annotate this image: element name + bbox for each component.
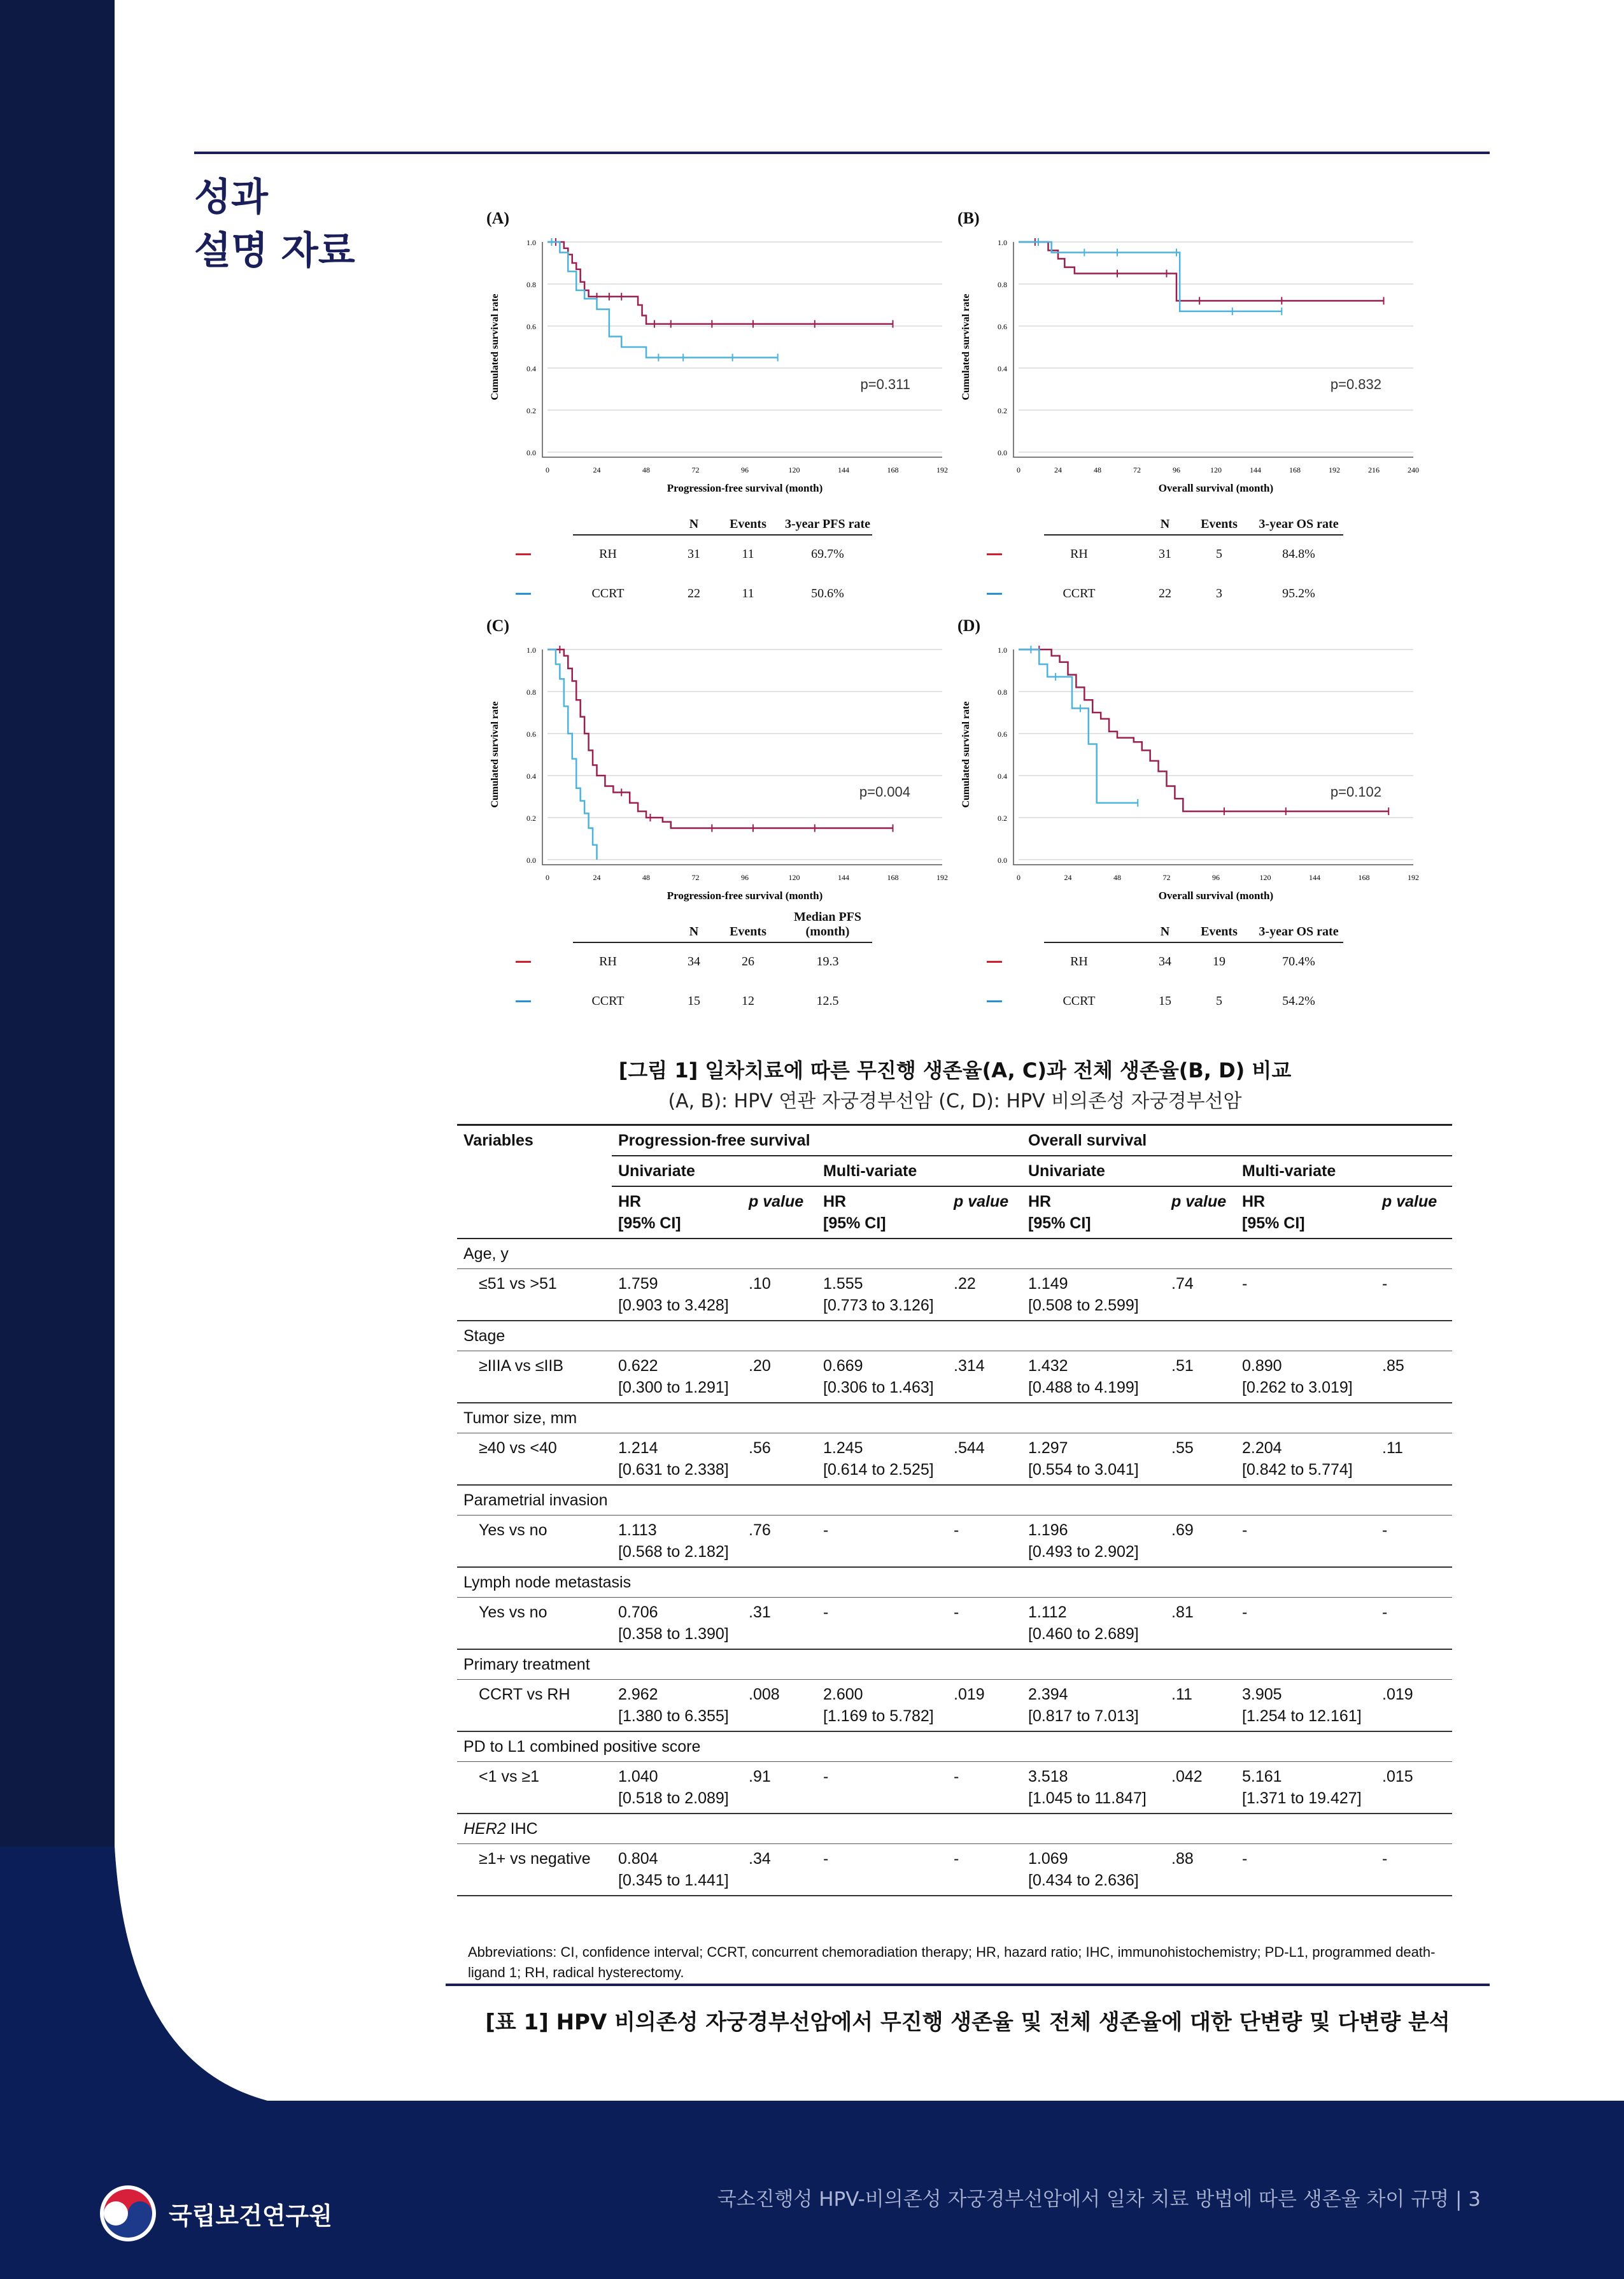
- legend-swatch-ccrt: [987, 593, 1002, 595]
- x-axis-label: Progression-free survival (month): [667, 482, 823, 494]
- series-ccrt-line: [1019, 650, 1138, 803]
- km-table-cell: 11: [742, 586, 754, 600]
- x-tick-label: 72: [691, 465, 700, 474]
- legend-label: RH: [599, 955, 617, 969]
- x-tick-label: 24: [593, 465, 601, 474]
- x-tick-label: 72: [1133, 465, 1141, 474]
- x-tick-label: 0: [546, 873, 549, 882]
- p-value-cell: .019: [1382, 1686, 1413, 1703]
- header-hr: HR [95% CI]: [1028, 1193, 1091, 1232]
- hr-cell: -: [1242, 1603, 1248, 1621]
- series-rh-line: [1019, 242, 1384, 301]
- axes: [1013, 242, 1413, 457]
- y-tick-label: 0.0: [526, 856, 536, 865]
- x-tick-label: 48: [642, 465, 650, 474]
- km-table-cell: 31: [1159, 547, 1171, 561]
- comparison-label: <1 vs ≥1: [479, 1768, 540, 1786]
- x-tick-label: 192: [936, 873, 948, 882]
- p-value-cell: .55: [1171, 1439, 1194, 1457]
- legend-swatch-ccrt: [516, 1000, 531, 1002]
- km-summary-table: [955, 907, 1426, 1016]
- x-tick-label: 96: [1212, 873, 1220, 882]
- table-abbreviations: Abbreviations: CI, confidence interval; CCRT, concurrent chemoradiation therapy; HR, hazard ratio; IHC, immunohistochemistry; PD-L1, programmed death-ligand 1; RH, radical hysterectomy.: [468, 1944, 1436, 1980]
- km-table-cell: 84.8%: [1282, 547, 1315, 561]
- group-row: [457, 1649, 1452, 1680]
- y-tick-label: 0.8: [526, 280, 536, 289]
- km-table-cell: 5: [1216, 994, 1222, 1008]
- top-rule: [194, 152, 1490, 154]
- x-tick-label: 48: [1094, 465, 1101, 474]
- p-value-cell: .20: [749, 1357, 771, 1375]
- header-p: p value: [954, 1193, 1009, 1210]
- panel-label: (A): [486, 209, 510, 227]
- p-value-cell: .51: [1171, 1357, 1194, 1375]
- table-row: [457, 1516, 1452, 1568]
- legend-swatch-rh: [516, 961, 531, 963]
- p-value-cell: .76: [749, 1521, 771, 1539]
- x-tick-label: 96: [741, 465, 749, 474]
- p-value-label: p=0.311: [860, 376, 910, 392]
- group-row: [457, 1485, 1452, 1516]
- y-axis-label: Cumulated survival rate: [961, 701, 971, 808]
- survival-figure: [484, 204, 1426, 1038]
- km-table-header: N: [689, 925, 699, 939]
- p-value-cell: .544: [954, 1439, 985, 1457]
- hr-cell: -: [1242, 1521, 1248, 1539]
- y-tick-label: 0.2: [526, 814, 536, 823]
- km-table-cell: 12.5: [816, 994, 839, 1008]
- group-title: Age, y: [463, 1245, 509, 1263]
- taegeuk-logo-icon: [99, 2184, 157, 2243]
- km-table-header: Events: [1201, 925, 1238, 939]
- table-row: [457, 1844, 1452, 1896]
- table-row: [457, 1680, 1452, 1732]
- axes: [542, 650, 942, 865]
- p-value-cell: .69: [1171, 1521, 1194, 1539]
- header-pfs-univariate: Univariate: [612, 1156, 817, 1186]
- y-axis-label: Cumulated survival rate: [490, 294, 500, 401]
- x-tick-label: 48: [1113, 873, 1121, 882]
- y-tick-label: 0.0: [998, 856, 1007, 865]
- km-table-cell: 70.4%: [1282, 955, 1315, 969]
- hr-cell: 1.149 [0.508 to 2.599]: [1028, 1275, 1139, 1314]
- panel-label: (C): [486, 616, 510, 635]
- hr-cell: 1.214 [0.631 to 2.338]: [618, 1439, 729, 1479]
- p-value-cell: .74: [1171, 1275, 1194, 1293]
- km-summary-table: [484, 907, 955, 1016]
- km-plot: [955, 204, 1426, 497]
- p-value-cell: -: [1382, 1521, 1388, 1539]
- km-table-cell: 11: [742, 547, 754, 561]
- km-table-cell: 15: [688, 994, 700, 1008]
- x-tick-label: 144: [1250, 465, 1261, 474]
- p-value-label: p=0.004: [859, 784, 910, 800]
- comparison-label: ≥1+ vs negative: [479, 1850, 591, 1868]
- km-table-cell: 34: [688, 955, 700, 969]
- figure-caption-title: [그림 1] 일차치료에 따른 무진행 생존율(A, C)과 전체 생존율(B, D) 비교: [618, 1058, 1292, 1083]
- header-hr: HR [95% CI]: [823, 1193, 886, 1232]
- p-value-cell: .31: [749, 1603, 771, 1621]
- x-tick-label: 72: [1162, 873, 1171, 882]
- x-tick-label: 144: [838, 465, 849, 474]
- legend-swatch-ccrt: [987, 1000, 1002, 1002]
- header-p: p value: [749, 1193, 804, 1210]
- table-row: [457, 1351, 1452, 1403]
- y-tick-label: 1.0: [998, 238, 1007, 247]
- hr-cell: 1.759 [0.903 to 3.428]: [618, 1275, 729, 1314]
- p-value-cell: -: [954, 1603, 959, 1621]
- y-tick-label: 0.6: [526, 730, 536, 739]
- group-title: Stage: [463, 1327, 505, 1345]
- x-tick-label: 0: [1017, 465, 1020, 474]
- hr-cell: 2.962 [1.380 to 6.355]: [618, 1686, 729, 1725]
- x-tick-label: 240: [1408, 465, 1419, 474]
- km-panel-d: [955, 611, 1426, 1019]
- series-rh-line: [547, 242, 893, 324]
- hr-cell: 0.890 [0.262 to 3.019]: [1242, 1357, 1353, 1396]
- header-p: p value: [1171, 1193, 1227, 1210]
- y-tick-label: 0.6: [998, 730, 1007, 739]
- x-axis-label: Overall survival (month): [1158, 482, 1274, 494]
- km-plot: [484, 611, 955, 904]
- group-title: HER2 IHC: [463, 1820, 538, 1838]
- hr-cell: 1.040 [0.518 to 2.089]: [618, 1768, 729, 1807]
- p-value-cell: .91: [749, 1768, 771, 1786]
- km-table-header: Events: [1201, 517, 1238, 531]
- header-pfs: Progression-free survival: [612, 1125, 1022, 1156]
- header-hr: HR [95% CI]: [1242, 1193, 1305, 1232]
- p-value-cell: .34: [749, 1850, 771, 1868]
- p-value-cell: .008: [749, 1686, 780, 1703]
- km-table-header: 3-year PFS rate: [784, 517, 871, 531]
- km-table-cell: 22: [688, 586, 700, 600]
- table-caption: [표 1] HPV 비의존성 자궁경부선암에서 무진행 생존율 및 전체 생존율에 대한 단변량 및 다변량 분석: [485, 2010, 1450, 2035]
- km-table-rule: [1044, 534, 1343, 536]
- table-row: [457, 1762, 1452, 1814]
- panel-label: (D): [957, 616, 981, 635]
- header-os: Overall survival: [1022, 1125, 1452, 1156]
- x-tick-label: 0: [546, 465, 549, 474]
- axes: [542, 242, 942, 457]
- p-value-cell: -: [954, 1768, 959, 1786]
- group-row: [457, 1239, 1452, 1269]
- hr-cell: 1.297 [0.554 to 3.041]: [1028, 1439, 1139, 1479]
- y-tick-label: 0.8: [526, 688, 536, 697]
- y-tick-label: 0.2: [526, 406, 536, 415]
- km-table-cell: 12: [742, 994, 754, 1008]
- y-tick-label: 0.4: [998, 772, 1007, 781]
- p-value-cell: .314: [954, 1357, 985, 1375]
- comparison-label: ≥40 vs <40: [479, 1439, 557, 1457]
- y-tick-label: 1.0: [998, 646, 1007, 655]
- comparison-label: Yes vs no: [479, 1521, 547, 1539]
- group-row: [457, 1731, 1452, 1762]
- km-table-cell: 19.3: [816, 955, 839, 969]
- km-table-header: N: [1160, 517, 1170, 531]
- km-table-cell: 34: [1159, 955, 1171, 969]
- header-os-univariate: Univariate: [1022, 1156, 1236, 1186]
- km-table-cell: 50.6%: [811, 586, 844, 600]
- x-tick-label: 120: [1210, 465, 1222, 474]
- y-tick-label: 0.6: [526, 322, 536, 331]
- km-table-cell: 95.2%: [1282, 586, 1315, 600]
- y-tick-label: 0.4: [526, 364, 536, 373]
- institute-logo: [99, 2184, 332, 2243]
- x-tick-label: 120: [1259, 873, 1271, 882]
- legend-swatch-rh: [987, 961, 1002, 963]
- y-tick-label: 0.2: [998, 814, 1007, 823]
- km-table-header: Events: [730, 925, 766, 939]
- km-table-cell: 26: [742, 955, 754, 969]
- p-value-cell: .015: [1382, 1768, 1413, 1786]
- legend-label: RH: [1070, 547, 1088, 561]
- hr-cell: 2.394 [0.817 to 7.013]: [1028, 1686, 1139, 1725]
- hr-cell: -: [1242, 1850, 1248, 1868]
- km-table-header: N: [1160, 925, 1170, 939]
- hr-cell: -: [823, 1521, 829, 1539]
- hr-cell: 2.204 [0.842 to 5.774]: [1242, 1439, 1353, 1479]
- panel-label: (B): [957, 209, 980, 227]
- hr-cell: 1.196 [0.493 to 2.902]: [1028, 1521, 1139, 1561]
- x-tick-label: 168: [1289, 465, 1301, 474]
- legend-label: CCRT: [1063, 586, 1096, 600]
- y-tick-label: 0.8: [998, 688, 1007, 697]
- figure-caption-subtitle: (A, B): HPV 연관 자궁경부선암 (C, D): HPV 비의존성 자궁경부선암: [668, 1090, 1242, 1112]
- hr-cell: 0.706 [0.358 to 1.390]: [618, 1603, 729, 1643]
- km-table-header: Events: [730, 517, 766, 531]
- hr-cell: -: [823, 1768, 829, 1786]
- x-tick-label: 120: [788, 873, 800, 882]
- series-ccrt-line: [547, 242, 778, 358]
- legend-swatch-ccrt: [516, 593, 531, 595]
- km-table-rule: [1044, 942, 1343, 943]
- p-value-cell: .22: [954, 1275, 976, 1293]
- legend-label: CCRT: [591, 586, 625, 600]
- hr-cell: 0.622 [0.300 to 1.291]: [618, 1357, 729, 1396]
- y-tick-label: 0.6: [998, 322, 1007, 331]
- p-value-cell: -: [954, 1521, 959, 1539]
- km-table-header: N: [689, 517, 699, 531]
- table-row: [457, 1269, 1452, 1321]
- x-axis-label: Overall survival (month): [1158, 890, 1274, 902]
- x-tick-label: 168: [1358, 873, 1370, 882]
- p-value-cell: .85: [1382, 1357, 1404, 1375]
- group-row: [457, 1567, 1452, 1598]
- table-row: [457, 1433, 1452, 1486]
- group-title: Primary treatment: [463, 1656, 590, 1673]
- km-table-cell: 69.7%: [811, 547, 844, 561]
- x-tick-label: 72: [691, 873, 700, 882]
- y-axis-label: Cumulated survival rate: [490, 701, 500, 808]
- p-value-cell: .11: [1171, 1686, 1192, 1703]
- x-tick-label: 192: [936, 465, 948, 474]
- y-tick-label: 0.8: [998, 280, 1007, 289]
- p-value-cell: .81: [1171, 1603, 1194, 1621]
- analysis-table-wrap: [457, 1124, 1452, 1896]
- y-tick-label: 1.0: [526, 238, 536, 247]
- analysis-table: [457, 1124, 1452, 1896]
- x-tick-label: 24: [1054, 465, 1062, 474]
- y-axis-label: Cumulated survival rate: [961, 294, 971, 401]
- x-tick-label: 96: [741, 873, 749, 882]
- group-title: Lymph node metastasis: [463, 1573, 632, 1591]
- header-pfs-multivariate: Multi-variate: [817, 1156, 1022, 1186]
- hr-cell: 1.069 [0.434 to 2.636]: [1028, 1850, 1139, 1889]
- header-p: p value: [1382, 1193, 1437, 1210]
- hr-cell: -: [823, 1603, 829, 1621]
- group-title: Parametrial invasion: [463, 1491, 608, 1509]
- x-tick-label: 24: [593, 873, 601, 882]
- km-panel-b: [955, 204, 1426, 611]
- x-tick-label: 168: [887, 873, 899, 882]
- x-axis-label: Progression-free survival (month): [667, 890, 823, 902]
- km-table-cell: 19: [1213, 955, 1225, 969]
- comparison-label: ≤51 vs >51: [479, 1275, 557, 1293]
- comparison-label: CCRT vs RH: [479, 1686, 570, 1703]
- x-tick-label: 96: [1173, 465, 1180, 474]
- legend-swatch-rh: [987, 553, 1002, 555]
- y-tick-label: 0.2: [998, 406, 1007, 415]
- section-title: 성과 설명 자료: [194, 175, 355, 273]
- hr-cell: 1.112 [0.460 to 2.689]: [1028, 1603, 1139, 1643]
- p-value-cell: .10: [749, 1275, 771, 1293]
- p-value-cell: -: [1382, 1603, 1388, 1621]
- p-value-cell: -: [1382, 1275, 1388, 1293]
- km-plot: [955, 611, 1426, 904]
- institute-name: 국립보건연구원: [169, 2201, 332, 2230]
- km-table-header: 3-year OS rate: [1259, 517, 1339, 531]
- y-tick-label: 0.4: [526, 772, 536, 781]
- legend-swatch-rh: [516, 553, 531, 555]
- p-value-cell: -: [1382, 1850, 1388, 1868]
- km-table-cell: 15: [1159, 994, 1171, 1008]
- x-tick-label: 0: [1017, 873, 1020, 882]
- p-value-cell: .56: [749, 1439, 771, 1457]
- hr-cell: 1.432 [0.488 to 4.199]: [1028, 1357, 1139, 1396]
- y-tick-label: 0.4: [998, 364, 1007, 373]
- header-hr: HR [95% CI]: [618, 1193, 681, 1232]
- km-panel-a: [484, 204, 955, 611]
- x-tick-label: 24: [1064, 873, 1072, 882]
- legend-label: RH: [1070, 955, 1088, 969]
- km-table-cell: 3: [1216, 586, 1222, 600]
- p-value-label: p=0.832: [1330, 376, 1381, 392]
- legend-label: CCRT: [1063, 994, 1096, 1008]
- x-tick-label: 216: [1368, 465, 1380, 474]
- hr-cell: 0.669 [0.306 to 1.463]: [823, 1357, 934, 1396]
- x-tick-label: 192: [1408, 873, 1419, 882]
- legend-label: RH: [599, 547, 617, 561]
- group-title: Tumor size, mm: [463, 1409, 577, 1427]
- km-table-cell: 54.2%: [1282, 994, 1315, 1008]
- km-panel-c: [484, 611, 955, 1019]
- group-title: PD to L1 combined positive score: [463, 1738, 701, 1756]
- km-table-header: 3-year OS rate: [1259, 925, 1339, 939]
- group-row: [457, 1403, 1452, 1433]
- x-tick-label: 48: [642, 873, 650, 882]
- group-row: [457, 1321, 1452, 1351]
- x-tick-label: 144: [1309, 873, 1320, 882]
- km-table-cell: 31: [688, 547, 700, 561]
- km-plot: [484, 204, 955, 497]
- km-table-cell: 22: [1159, 586, 1171, 600]
- x-tick-label: 192: [1329, 465, 1340, 474]
- p-value-cell: -: [954, 1850, 959, 1868]
- y-tick-label: 0.0: [998, 448, 1007, 457]
- km-table-rule: [573, 534, 872, 536]
- hr-cell: -: [1242, 1275, 1248, 1293]
- hr-cell: 3.905 [1.254 to 12.161]: [1242, 1686, 1362, 1725]
- hr-cell: 5.161 [1.371 to 19.427]: [1242, 1768, 1362, 1807]
- p-value-cell: .11: [1382, 1439, 1403, 1457]
- hr-cell: 0.804 [0.345 to 1.441]: [618, 1850, 729, 1889]
- y-tick-label: 1.0: [526, 646, 536, 655]
- series-rh-line: [547, 650, 893, 828]
- running-footer: 국소진행성 HPV-비의존성 자궁경부선암에서 일차 치료 방법에 따른 생존율 차이 규명 | 3: [717, 2188, 1481, 2211]
- axes: [1013, 650, 1413, 865]
- group-row: [457, 1814, 1452, 1844]
- hr-cell: 1.113 [0.568 to 2.182]: [618, 1521, 729, 1561]
- p-value-cell: .88: [1171, 1850, 1194, 1868]
- km-summary-table: [484, 500, 955, 608]
- hr-cell: 2.600 [1.169 to 5.782]: [823, 1686, 934, 1725]
- x-tick-label: 144: [838, 873, 849, 882]
- hr-cell: 3.518 [1.045 to 11.847]: [1028, 1768, 1147, 1807]
- km-summary-table: [955, 500, 1426, 608]
- km-table-rule: [573, 942, 872, 943]
- x-tick-label: 120: [788, 465, 800, 474]
- table-bottom-rule: [446, 1984, 1490, 1986]
- hr-cell: 1.555 [0.773 to 3.126]: [823, 1275, 934, 1314]
- header-variables: Variables: [463, 1132, 533, 1149]
- km-table-cell: 5: [1216, 547, 1222, 561]
- hr-cell: -: [823, 1850, 829, 1868]
- x-tick-label: 168: [887, 465, 899, 474]
- comparison-label: ≥IIIA vs ≤IIB: [479, 1357, 564, 1375]
- legend-label: CCRT: [591, 994, 625, 1008]
- p-value-cell: .042: [1171, 1768, 1203, 1786]
- p-value-label: p=0.102: [1330, 784, 1381, 800]
- km-table-header: Median PFS (month): [793, 910, 862, 939]
- table-row: [457, 1598, 1452, 1650]
- comparison-label: Yes vs no: [479, 1603, 547, 1621]
- p-value-cell: .019: [954, 1686, 985, 1703]
- hr-cell: 1.245 [0.614 to 2.525]: [823, 1439, 934, 1479]
- y-tick-label: 0.0: [526, 448, 536, 457]
- header-os-multivariate: Multi-variate: [1236, 1156, 1452, 1186]
